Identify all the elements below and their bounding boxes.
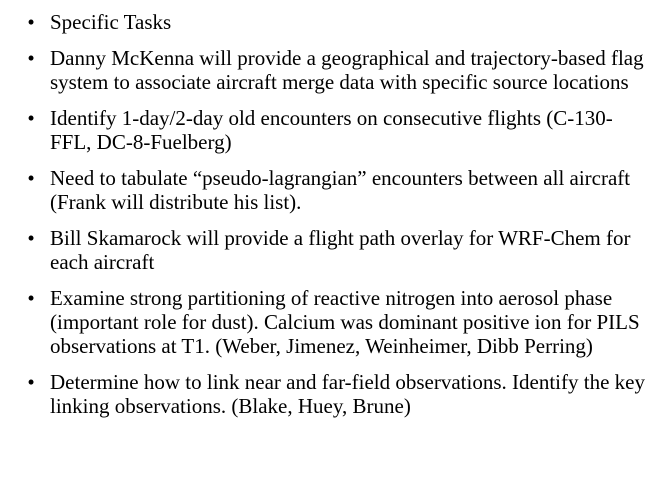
bullet-item-encounters — [0, 106, 667, 154]
bullet-text: Identify 1-day/2-day old encounters on consecutive flights (C-130-FFL, DC-8-Fuelberg) — [50, 106, 613, 154]
bullet-text: Danny McKenna will provide a geographical and trajectory-based flag system to associate aircraft merge data with specific source locations — [50, 46, 644, 94]
bullet-item-specific-tasks — [0, 10, 667, 34]
bullet-text: Examine strong partitioning of reactive nitrogen into aerosol phase (important role for dust). Calcium was dominant positive ion for PILS observations at T1. (Weber, Jimenez, Weinheimer, Dibb Perring) — [50, 286, 640, 358]
bullet-icon: • — [27, 46, 35, 70]
bullet-icon: • — [27, 106, 35, 130]
bullet-item-near-far-field — [0, 370, 667, 418]
bullet-item-reactive-nitrogen — [0, 286, 667, 358]
bullet-text: Need to tabulate “pseudo-lagrangian” encounters between all aircraft (Frank will distribute his list). — [50, 166, 631, 214]
bullet-item-pseudo-lagrangian — [0, 166, 667, 214]
bullet-icon: • — [27, 10, 35, 34]
bullet-icon: • — [27, 166, 35, 190]
bullet-item-flight-path-overlay — [0, 226, 667, 274]
bullet-text: Determine how to link near and far-field observations. Identify the key linking observations. (Blake, Huey, Brune) — [50, 370, 645, 418]
bullet-text: Bill Skamarock will provide a flight path overlay for WRF-Chem for each aircraft — [50, 226, 631, 274]
bullet-icon: • — [27, 286, 35, 310]
bullet-list — [0, 10, 667, 430]
bullet-item-flag-system — [0, 46, 667, 94]
bullet-icon: • — [27, 370, 35, 394]
bullet-icon: • — [27, 226, 35, 250]
bullet-text: Specific Tasks — [50, 10, 172, 34]
